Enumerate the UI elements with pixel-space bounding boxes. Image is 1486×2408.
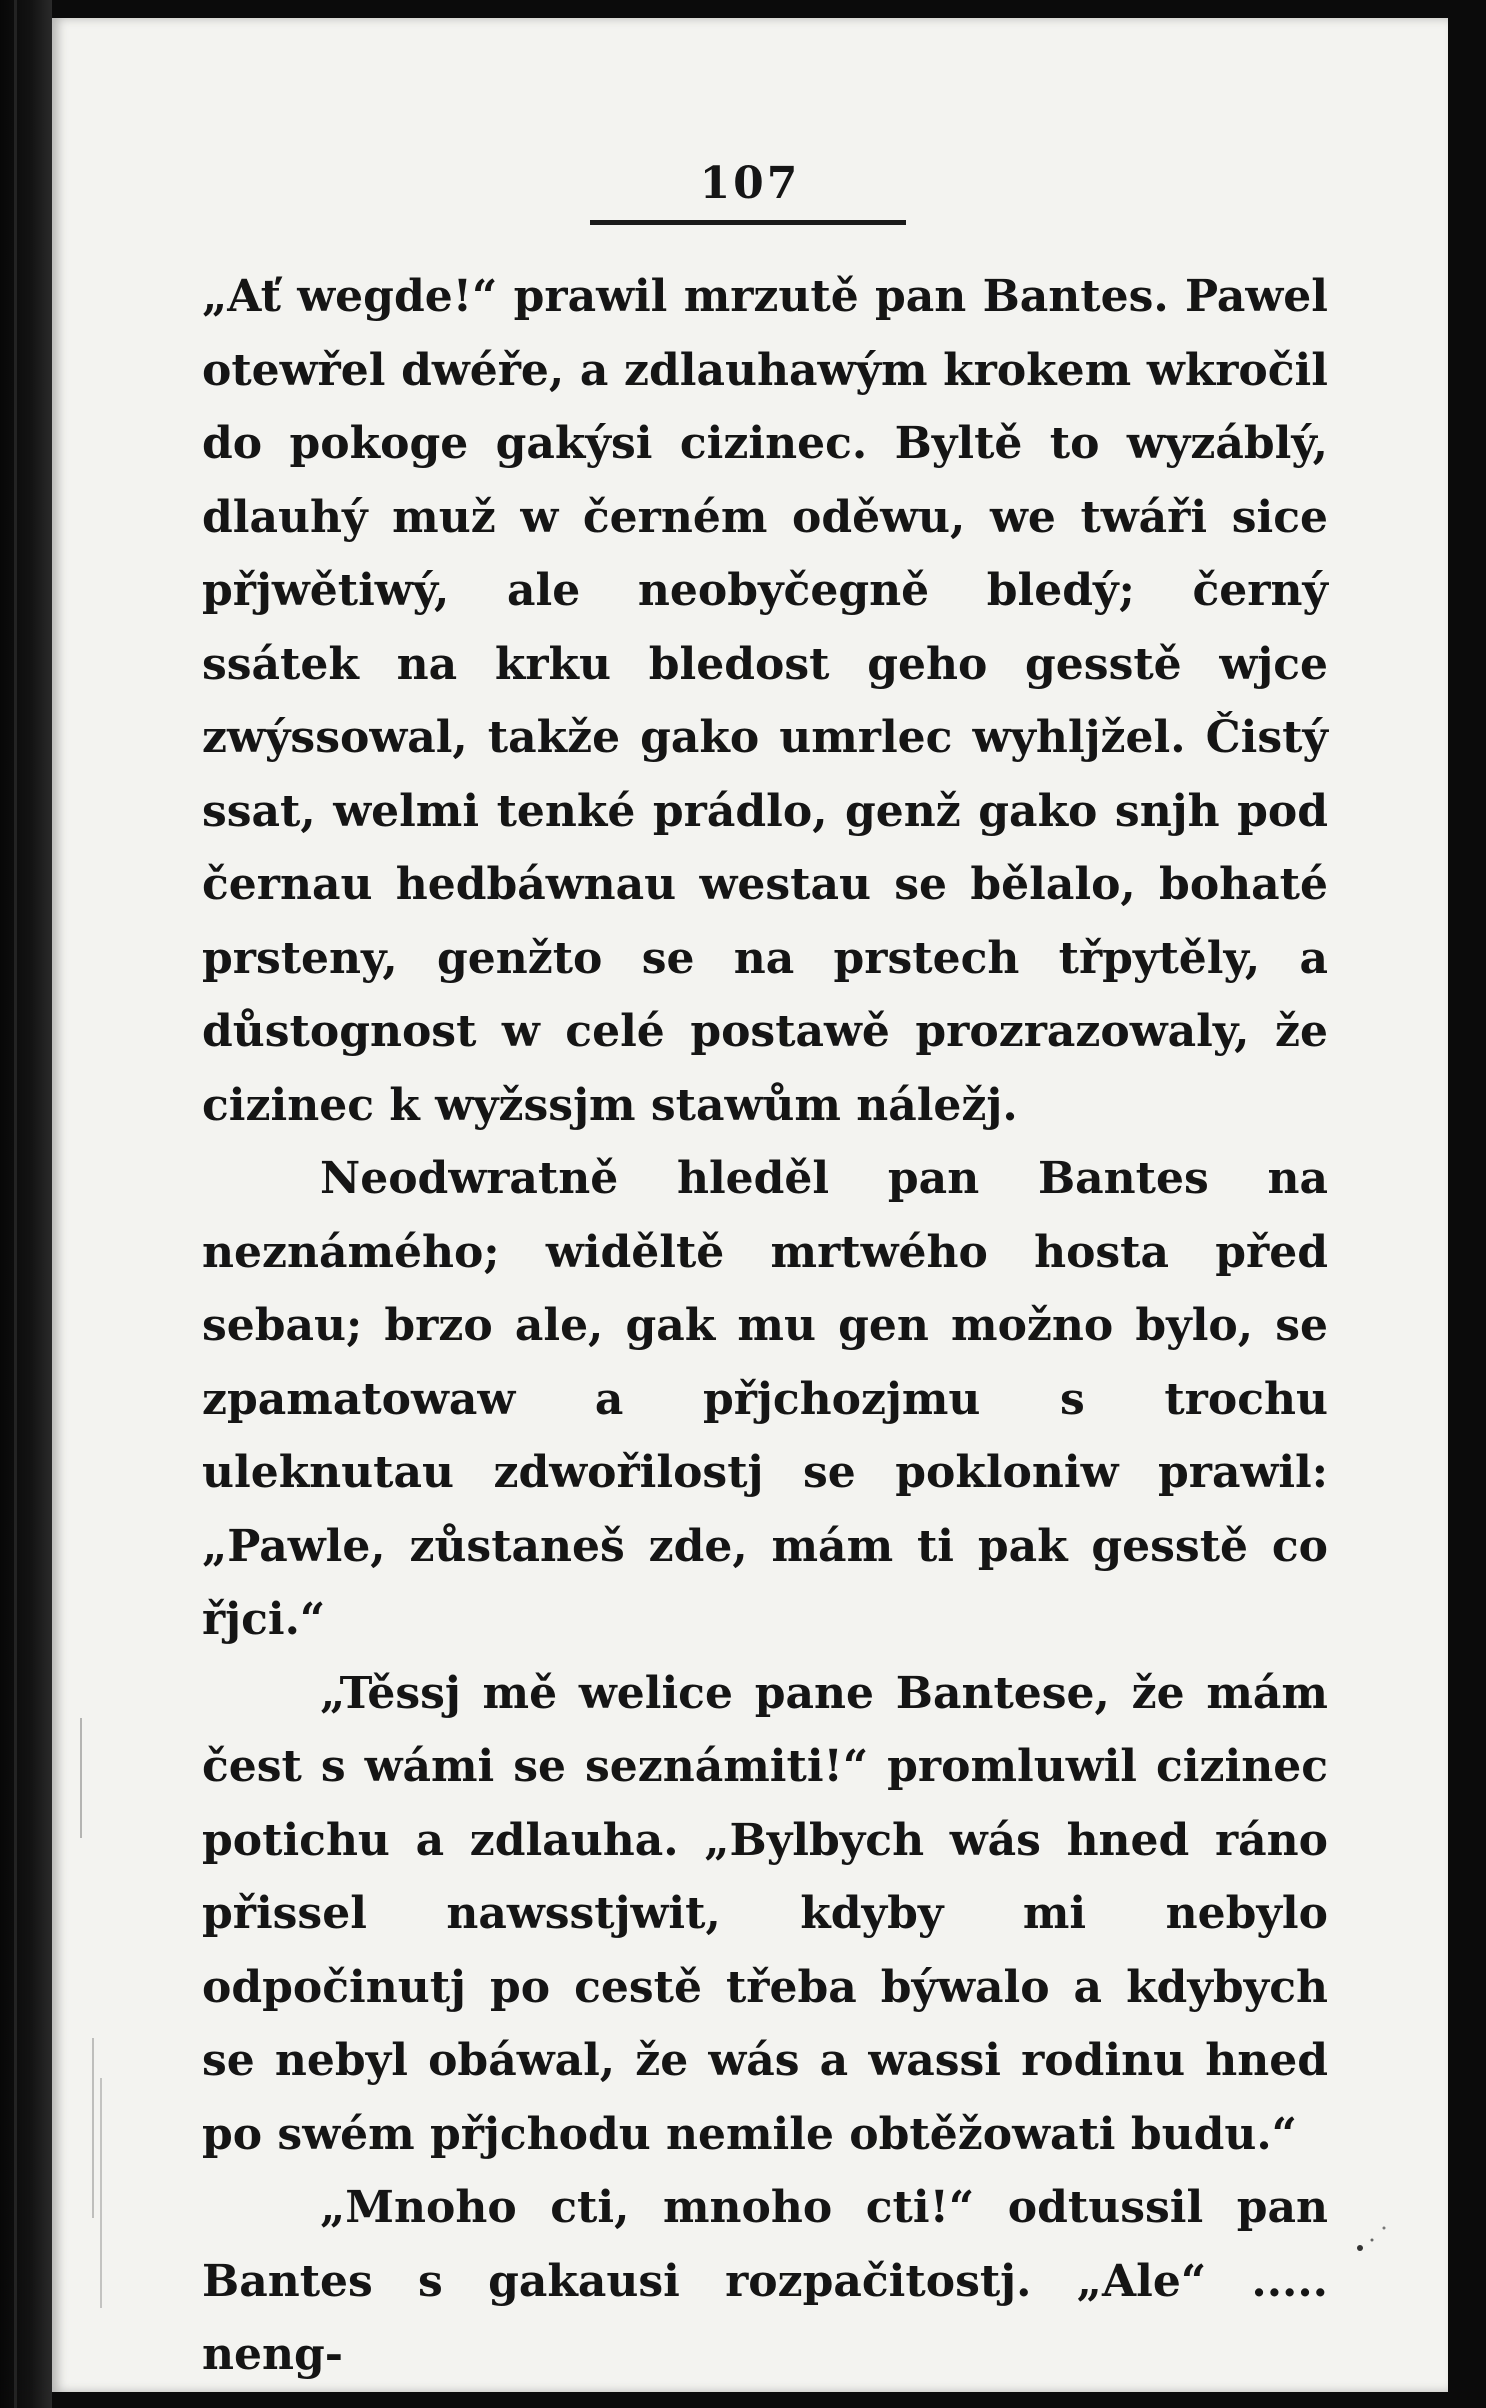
scan-edge (0, 0, 52, 2408)
scan-scratch (92, 2038, 94, 2218)
scan-scratch (100, 2078, 102, 2308)
book-page (52, 18, 1448, 2392)
paragraph-4: „Mnoho cti, mnoho cti!“ odtussil pan Bantes s gakausi rozpačitostj. „Ale“ ..... neng- (202, 2182, 1328, 2380)
scan-scratch (80, 1718, 82, 1838)
ink-specks (1354, 2218, 1394, 2258)
paragraph-3: „Těssj mě welice pane Bantese, že mám čest s wámi se seznámiti!“ promluwil cizinec potichu a zdlauha. „Bylbych wás hned ráno přissel nawsstjwit, kdyby mi nebylo odpočinutj po cestě třeba býwalo a kdybych se nebyl obáwal, že wás a wassi rodinu hned po swém přjchodu nemile obtěžowati budu.“ (202, 1667, 1328, 2160)
header-rule (590, 220, 906, 225)
page-body (202, 260, 1328, 2392)
paragraph-2: Neodwratně hleděl pan Bantes na neznámého; widěltě mrtwého hosta před sebau; brzo ale, gak mu gen možno bylo, se zpamatowaw a přjchozjmu s trochu uleknutau zdwořilostj se pokloniw prawil: „Pawle, zůstaneš zde, mám ti pak gesstě co řjci.“ (202, 1153, 1328, 1645)
paragraph-1: „Ať wegde!“ prawil mrzutě pan Bantes. Pawel otewřel dwéře, a zdlauhawým krokem wkročil do pokoge gakýsi cizinec. Byltě to wyzáblý, dlauhý muž w černém oděwu, we twáři sice přjwětiwý, ale neobyčegně bledý; černý ssátek na krku bledost geho gesstě wjce zwýssowal, takže gako umrlec wyhljžel. Čistý ssat, welmi tenké prádlo, genž gako snjh pod černau hedbáwnau westau se bělalo, bohaté prsteny, genžto se na prstech třpytěly, a důstognost w celé postawě prozrazowaly, že cizinec k wyžssjm stawům náležj. (202, 271, 1328, 1131)
page-number: 107 (699, 158, 801, 209)
